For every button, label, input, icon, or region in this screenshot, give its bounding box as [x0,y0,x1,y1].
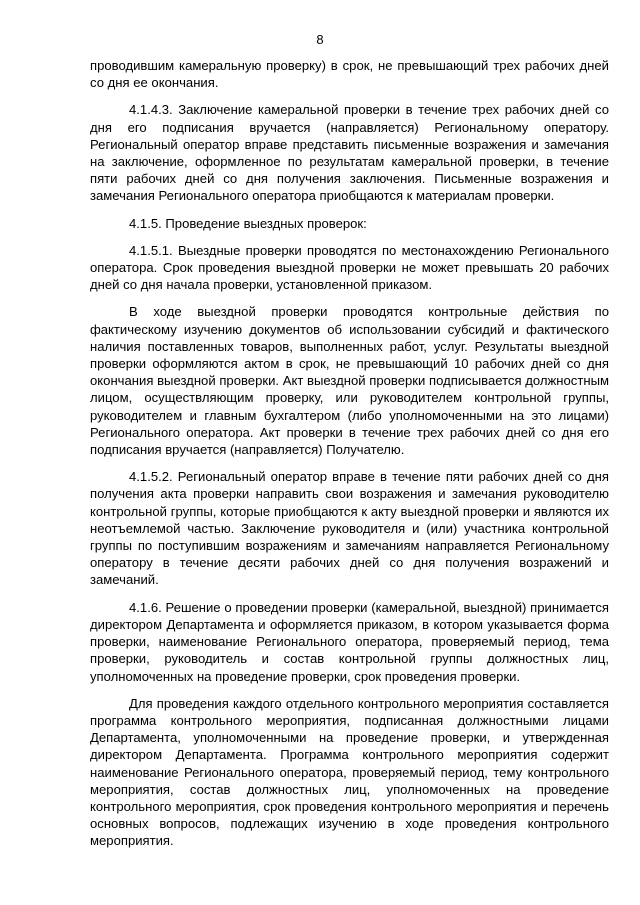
paragraph-field-inspection: В ходе выездной проверки проводятся контрольные действия по фактическому изучению документов об использовании субсидий и фактического наличия поставленных товаров, выполненных работ, услуг. Результаты выездной проверки оформляются актом в срок, не превышающий 10 рабочих дней со дня окончания выездной проверки. Акт выездной проверки подписывается должностным лицом, осуществляющим проверку, или руководителем контрольной группы, руководителем и главным бухгалтером (либо уполномоченными на это лицами) Регионального оператора. Акт проверки в течение трех рабочих дней со дня его подписания вручается (направляется) Получателю. [90,304,609,458]
paragraph-4-1-5-1: 4.1.5.1. Выездные проверки проводятся по местонахождению Регионального оператора. Срок проведения выездной проверки не может превышать 20 рабочих дней со дня начала проверки, установленной приказом. [90,242,609,293]
document-body [90,57,609,850]
paragraph-4-1-5: 4.1.5. Проведение выездных проверок: [129,215,367,231]
paragraph-continuation: проводившим камеральную проверку) в срок, не превышающий трех рабочих дней со дня ее окончания. [90,58,609,91]
paragraph-control-program: Для проведения каждого отдельного контрольного мероприятия составляется программа контрольного мероприятия, подписанная должностными лицами Департамента, уполномоченными на проведение проверки, и утвержденная директором Департамента. Программа контрольного мероприятия содержит наименование Регионального оператора, проверяемый период, тему контрольного мероприятия, состав должностных лиц, уполномоченных на проведение контрольного мероприятия, срок проведения контрольного мероприятия и перечень основных вопросов, подлежащих изучению в ходе проведения контрольного мероприятия. [90,695,609,849]
paragraph-4-1-6: 4.1.6. Решение о проведении проверки (камеральной, выездной) принимается директором Департамента и оформляется приказом, в котором указывается форма проверки, наименование Регионального оператора, проверяемый период, тема проверки, руководитель и состав контрольной группы должностных лиц, уполномоченных на проведение проверки, срок проведения проверки. [90,599,609,684]
page-number: 8 [316,32,324,47]
paragraph-4-1-5-2: 4.1.5.2. Региональный оператор вправе в течение пяти рабочих дней со дня получения акта проверки направить свои возражения и замечания руководителю контрольной группы, которые приобщаются к акту выездной проверки и являются их неотъемлемой частью. Заключение руководителя и (или) участника контрольной группы по поступившим возражениям и замечаниям направляется Региональному оператору в течение десяти рабочих дней со дня получения возражений и замечаний. [90,469,609,588]
paragraph-4-1-4-3: 4.1.4.3. Заключение камеральной проверки в течение трех рабочих дней со дня его подписания вручается (направляется) Региональному оператору. Региональный оператор вправе представить письменные возражения и замечания на заключение, оформленное по результатам камеральной проверки, в течение пяти рабочих дней со дня получения заключения. Письменные возражения и замечания Регионального оператора приобщаются к материалам проверки. [90,102,609,204]
